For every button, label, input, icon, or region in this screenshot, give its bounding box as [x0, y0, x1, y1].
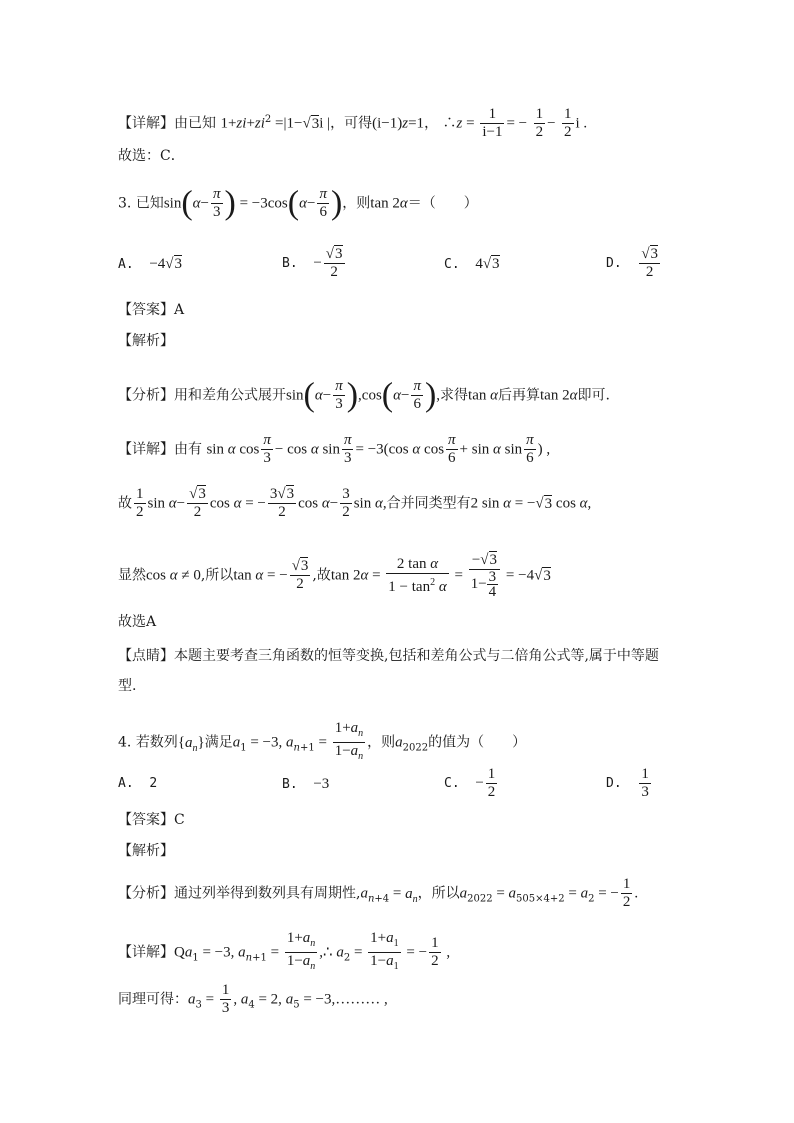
q3-dianjing-line2: 型. [118, 678, 137, 694]
q3-gu: 故 $\frac{1}{2}$ sin α− $\frac{√3}{2}$ cos α = − $\frac{3√3}{2}$ cos α− $\frac{3}{2}$ sin α,合并同类型有2 sin α = −√3 cos α, [118, 486, 592, 520]
q3-xianran: 显然cos α ≠ 0,所以tan α = − $\frac{√3}{2}$ ,故tan 2α = $\frac{\text{2 tan α}}{1 - \tan^2 \alpha}$ = −√3 1− $\frac{3}{4}$ = −4√3 [118, 552, 551, 600]
q4-jiexi: 【解析】 [118, 843, 174, 859]
question-3: 3. 已知sin(α− $\frac{\pi}{3}$ ) = −3cos(α− $\frac{\pi}{6}$ )，则tan 2α＝（ ） [118, 184, 478, 222]
q4-xiangjie: 【详解】$Qa_1 = -3$, $a_{n+1}$ = $\frac{1+a_n}{1-a_n}$ ,∴ $a_2$ = $\frac{1+a_1}{1-a_1}$ = − $\frac{1}{2}$ , [118, 930, 451, 972]
q3-option-d[interactable]: D. $\frac{√3}{2}$ [606, 246, 659, 280]
q3-fenxi: 【分析】用和差角公式展开sin(α− $\frac{\pi}{3}$ ),cos(α− $\frac{\pi}{6}$ ),求得tan α后再算tan 2α即可. [118, 376, 610, 414]
q3-option-c[interactable]: C. 4√3 [444, 256, 500, 272]
q3-xiangjie: 【详解】由有 sin α cos $\frac{\pi}{3}$ − cos α sin $\frac{\pi}{3}$ = −3(cos α cos $\frac{\pi}{6}$ + sin α sin $\frac{\pi}{6}$ ) , [118, 432, 551, 466]
detail-tag: 【详解】 [118, 115, 174, 132]
q3-option-a[interactable]: A. −4√3 [118, 256, 183, 272]
q4-tongli: 同理可得：$a_3$ = $\frac{1}{3}$ , $a_4 = 2$, $a_5$ = −3,……… , [118, 982, 388, 1016]
q3-guxuan: 故选A [118, 614, 157, 630]
q3-dianjing-line1: 【点睛】本题主要考查三角函数的恒等变换,包括和差角公式与二倍角公式等,属于中等题 [118, 648, 659, 664]
question-4: 4. 若数列$\{a_n\}$满足$a_1 = -3$, $a_{n+1}$ = $\frac{1+a_n}{1-a_n}$ ，则$a_{2022}$的值为（ ） [118, 720, 527, 762]
q4-option-c[interactable]: C. − $\frac{1}{2}$ [444, 766, 496, 800]
detail-line-complex: 【详解】由已知 $1+zi+zi^2 =|1-√3i$ |，可得(i−1)z=1， ∴z = $\frac{1}{i-1}$ = − $\frac{1}{2}$ − $\frac{1}{2}$ i . [118, 106, 588, 140]
q4-option-a[interactable]: A. 2 [118, 776, 158, 791]
q4-option-b[interactable]: B. −3 [282, 776, 330, 792]
q3-answer: 【答案】A [118, 302, 185, 318]
q4-option-d[interactable]: D. $\frac{1}{3}$ [606, 766, 649, 800]
q3-option-b[interactable]: B. − $\frac{√3}{2}$ [282, 246, 343, 280]
q4-fenxi: 【分析】通过列举得到数列具有周期性$,a_{n+4} = a_n$，所以$a_{2022} = a_{505\times 4+2} = a_2$ = − $\frac{1}{2}$ . [118, 876, 639, 910]
q4-answer: 【答案】C [118, 812, 185, 828]
answer-line: 故选：C． [118, 148, 185, 164]
q3-jiexi: 【解析】 [118, 333, 174, 349]
